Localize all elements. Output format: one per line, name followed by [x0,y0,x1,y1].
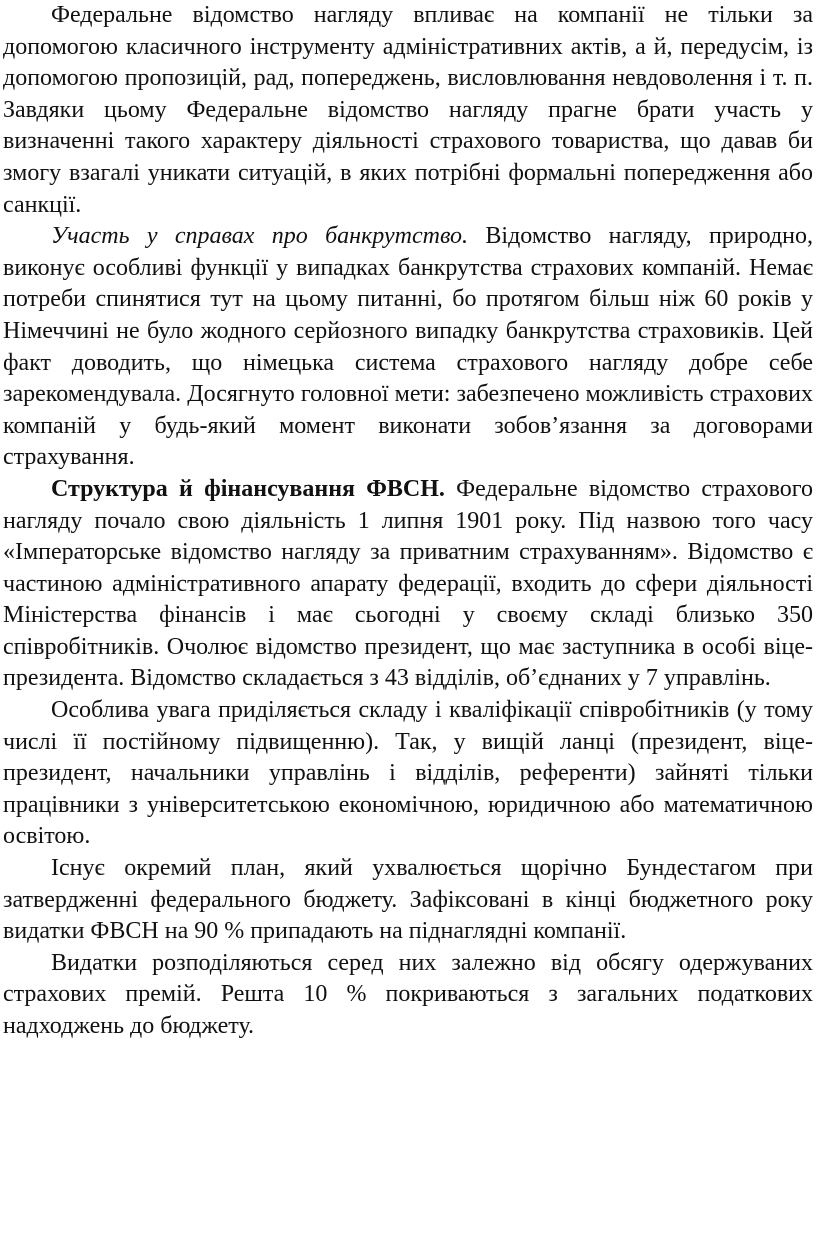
paragraph-lead-italic: Участь у справах про банкрутство. [51,223,469,250]
paragraph-text: Особлива увага приділяється складу і кваліфікації співробітників (у тому числі її постійному підвищенню). Так, у вищій ланці (президент, віце-президент, начальники управлінь і відділів, референти) зайняті тільки працівники з університетською економічною, юридичною або математичною освітою. [3,697,813,850]
paragraph-text: Федеральне відомство страхового нагляду почало свою діяльність 1 липня 1901 року. Під назвою того часу «Імператорське відомство нагляду за приватним страхуванням». Відомство є частиною адміністративного апарату федерації, входить до сфери діяльності Міністерства фінансів і має сьогодні у своєму складі близько 350 співробітників. Очолює відомство президент, що має заступника в особі віце-президента. Відомство складається з 43 відділів, об’єднаних у 7 управлінь. [3,475,813,692]
paragraph-structure-financing [3,474,813,695]
paragraph-text: Федеральне відомство нагляду впливає на компанії не тільки за допомогою класичного інструменту адміністративних актів, а й, передусім, із допомогою пропозицій, рад, попереджень, висловлювання невдоволення і т. п. Завдяки цьому Федеральне відомство нагляду прагне брати участь у визначенні такого характеру діяльності страхового товариства, що давав би змогу взагалі уникати ситуацій, в яких потрібні формальні попередження або санкції. [3,2,813,218]
paragraph-oversight-influence [3,0,813,221]
paragraph-budget-plan [3,853,813,948]
paragraph-text: Існує окремий план, який ухвалюється щорічно Бундестагом при затвердженні федерального бюджету. Зафіксовані в кінці бюджетного року видатки ФВСН на 90 % припадають на піднаглядні компанії. [3,855,813,945]
paragraph-lead-bold: Структура й фінансування ФВСН. [51,475,445,502]
document-body [3,0,813,1043]
paragraph-bankruptcy [3,221,813,474]
paragraph-expense-distribution [3,948,813,1043]
paragraph-text: Відомство нагляду, природно, виконує особливі функції у випадках банкрутства страхових компаній. Немає потреби спинятися тут на цьому питанні, бо протягом більш ніж 60 років у Німеччині не було жодного серйозного випадку банкрутства страховиків. Цей факт доводить, що німецька система страхового нагляду добре себе зарекомендувала. Досягнуто головної мети: забезпечено можливість страхових компаній у будь-який момент виконати зобов’язання за договорами страхування. [3,223,813,471]
paragraph-staff-qualification [3,695,813,853]
paragraph-text: Видатки розподіляються серед них залежно від обсягу одержуваних страхових премій. Решта 10 % покриваються з загальних податкових надходжень до бюджету. [3,949,813,1039]
